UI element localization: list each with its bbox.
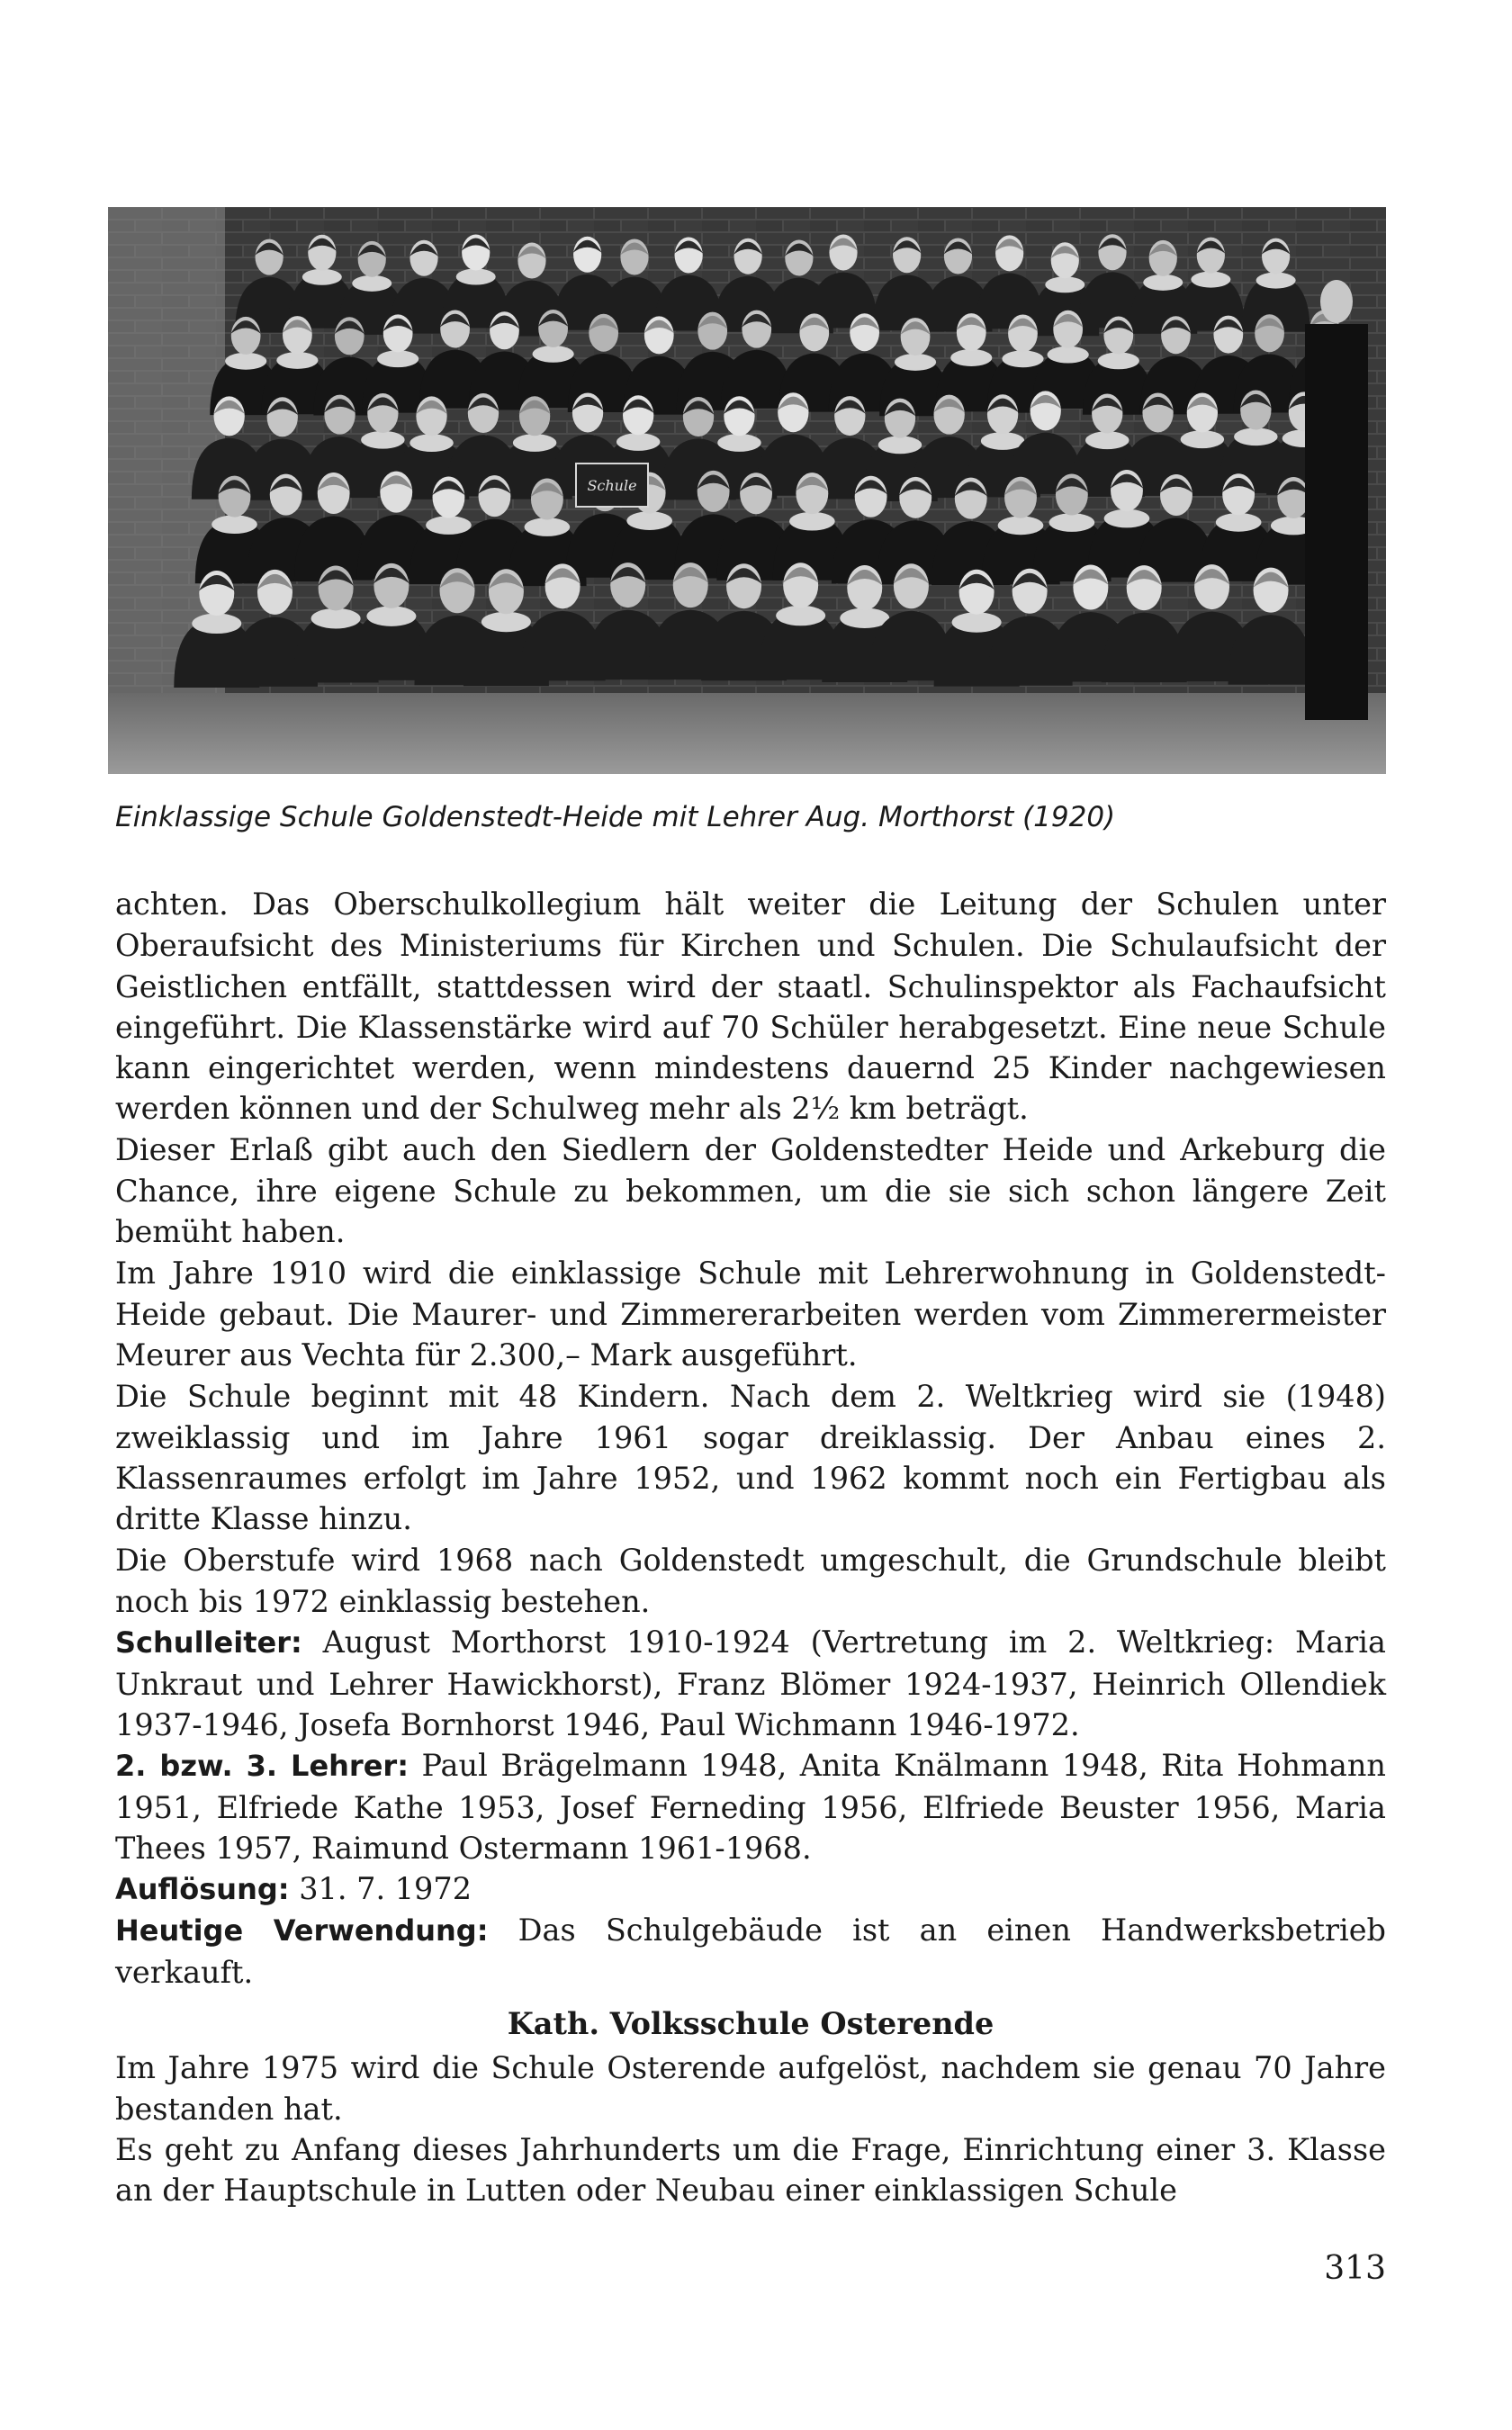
photo-person-collar — [1085, 431, 1129, 449]
photo-person-collar — [1216, 513, 1262, 532]
paragraph-text: Im Jahre 1910 wird die einklassige Schule mit Lehrerwohnung in Goldenstedt-Heide gebaut. Die Maurer- und Zimmererarbeiten werden vom Zimmerermeister Meurer aus Vechta für 2.300,– Mark ausgeführt. — [115, 1255, 1386, 1373]
photo-person-collar — [981, 432, 1024, 450]
photo-slate-text: Schule — [587, 477, 637, 494]
photo-person-collar — [878, 436, 922, 454]
paragraph — [115, 884, 1386, 1130]
photo-person-collar — [482, 612, 531, 633]
section-title: Kath. Volksschule Osterende — [507, 2006, 994, 2042]
paragraph — [115, 1622, 1386, 1745]
photo-person-collar — [533, 346, 574, 363]
photo-person-collar — [998, 517, 1044, 536]
paragraph-text: Die Oberstufe wird 1968 nach Goldenstedt umgeschult, die Grundschule bleibt noch bis 1972 einklassig bestehen. — [115, 1542, 1386, 1620]
photo-teacher-face — [1320, 280, 1353, 323]
photo-person-collar — [302, 269, 342, 285]
photo-person-collar — [950, 349, 992, 366]
photo-person-collar — [789, 512, 835, 531]
photo-person-collar — [616, 433, 660, 451]
paragraph: Im Jahre 1975 wird die Schule Osterende aufgelöst, nachdem sie genau 70 Jahre bestanden hat. — [115, 2050, 1386, 2127]
photo-person-collar — [366, 606, 416, 626]
paragraph — [115, 1868, 1386, 1910]
paragraph — [115, 1253, 1386, 1376]
photo-person-collar — [361, 431, 404, 449]
photo-person-collar — [426, 516, 472, 535]
photo-person-collar — [192, 614, 241, 634]
paragraph — [115, 1745, 1386, 1868]
photo-person-collar — [525, 518, 571, 536]
photo-person-collar — [225, 353, 266, 370]
class-photo-image — [108, 207, 1386, 774]
photo-person-collar — [377, 350, 418, 367]
photo-person-collar — [626, 511, 672, 530]
photo-person-collar — [410, 434, 453, 452]
photo-person-collar — [311, 608, 361, 629]
photo-person-collar — [1256, 273, 1296, 289]
page-number: 313 — [1324, 2250, 1386, 2287]
body-text — [115, 884, 1386, 2211]
photo-teacher-body — [1305, 324, 1368, 720]
paragraph — [115, 1130, 1386, 1253]
photo-person-collar — [952, 612, 1002, 633]
photo-person-collar — [513, 434, 556, 452]
paragraph: Es geht zu Anfang dieses Jahrhunderts um die Frage, Einrichtung einer 3. Klasse an der Hauptschule in Lutten oder Neubau einer einklassigen Schule — [115, 2131, 1386, 2209]
paragraph-text: Das Schulgebäude ist an einen Handwerksbetrieb verkauft. — [115, 1912, 1386, 1990]
paragraph — [115, 1910, 1386, 1993]
photo-person-collar — [840, 608, 889, 629]
photo-person-collar — [276, 352, 318, 369]
photo-person-collar — [1181, 430, 1224, 448]
photo-person-collar — [212, 515, 257, 534]
photo-person-collar — [776, 606, 825, 626]
paragraph-text: Paul Brägelmann 1948, Anita Knälmann 1948, Rita Hohmann 1951, Elfriede Kathe 1953, Josef Ferneding 1956, Elfriede Beuster 1956, Maria Thees 1957, Raimund Ostermann 1961-1968. — [115, 1748, 1386, 1866]
paragraph-text: Die Schule beginnt mit 48 Kindern. Nach dem 2. Weltkrieg wird sie (1948) zweiklassig und im Jahre 1961 sogar dreiklassig. Der Anbau eines 2. Klassenraumes erfolgt im Jahre 1952, und 1962 kommt noch ein Fertigbau als dritte Klasse hinzu. — [115, 1378, 1386, 1537]
paragraph-text: August Morthorst 1910-1924 (Vertretung im 2. Weltkrieg: Maria Unkraut und Lehrer Hawickhorst), Franz Blömer 1924-1937, Heinrich Ollendiek 1937-1946, Josefa Bornhorst 1946, Paul Wichmann 1946-1972. — [115, 1624, 1386, 1742]
paragraph-label: Heutige Verwendung: — [115, 1913, 489, 1948]
paragraph-label: Auflösung: — [115, 1872, 290, 1907]
photo-person-collar — [456, 269, 496, 285]
photo-person-collar — [717, 434, 760, 452]
photo-person-collar — [1048, 346, 1089, 364]
photo-person-collar — [1191, 272, 1230, 288]
paragraph-text: 31. 7. 1972 — [289, 1871, 472, 1907]
photo-person-collar — [1104, 509, 1150, 528]
photo-person-collar — [1002, 350, 1043, 367]
photo-person-collar — [352, 275, 392, 292]
photo-person-collar — [1098, 352, 1139, 369]
photo-caption: Einklassige Schule Goldenstedt-Heide mit Lehrer Aug. Morthorst (1920) — [115, 801, 1116, 833]
photo-person-collar — [1234, 428, 1277, 446]
photo-person-collar — [895, 354, 936, 371]
photo-person-collar — [1143, 274, 1183, 291]
class-photo — [108, 207, 1386, 774]
paragraph-text: achten. Das Oberschulkollegium hält weiter die Leitung der Schulen unter Oberaufsicht des Ministeriums für Kirchen und Schulen. Die Schulaufsicht der Geistlichen entfällt, stattdessen wird der staatl. Schulinspektor als Fachaufsicht eingeführt. Die Klassenstärke wird auf 70 Schüler herabgesetzt. Eine neue Schule kann eingerichtet werden, wenn mindestens dauernd 25 Kinder nachgewiesen werden können und der Schulweg mehr als 2½ km beträgt. — [115, 886, 1386, 1127]
photo-person-collar — [1049, 513, 1095, 532]
paragraph-text: Dieser Erlaß gibt auch den Siedlern der Goldenstedter Heide und Arkeburg die Chance, ihre eigene Schule zu bekommen, um die sie sich schon längere Zeit bemüht haben. — [115, 1131, 1386, 1250]
paragraph — [115, 1376, 1386, 1540]
paragraph-label: Schulleiter: — [115, 1625, 302, 1660]
paragraph — [115, 1540, 1386, 1623]
paragraph-label: 2. bzw. 3. Lehrer: — [115, 1749, 409, 1784]
photo-person-collar — [1045, 276, 1084, 292]
